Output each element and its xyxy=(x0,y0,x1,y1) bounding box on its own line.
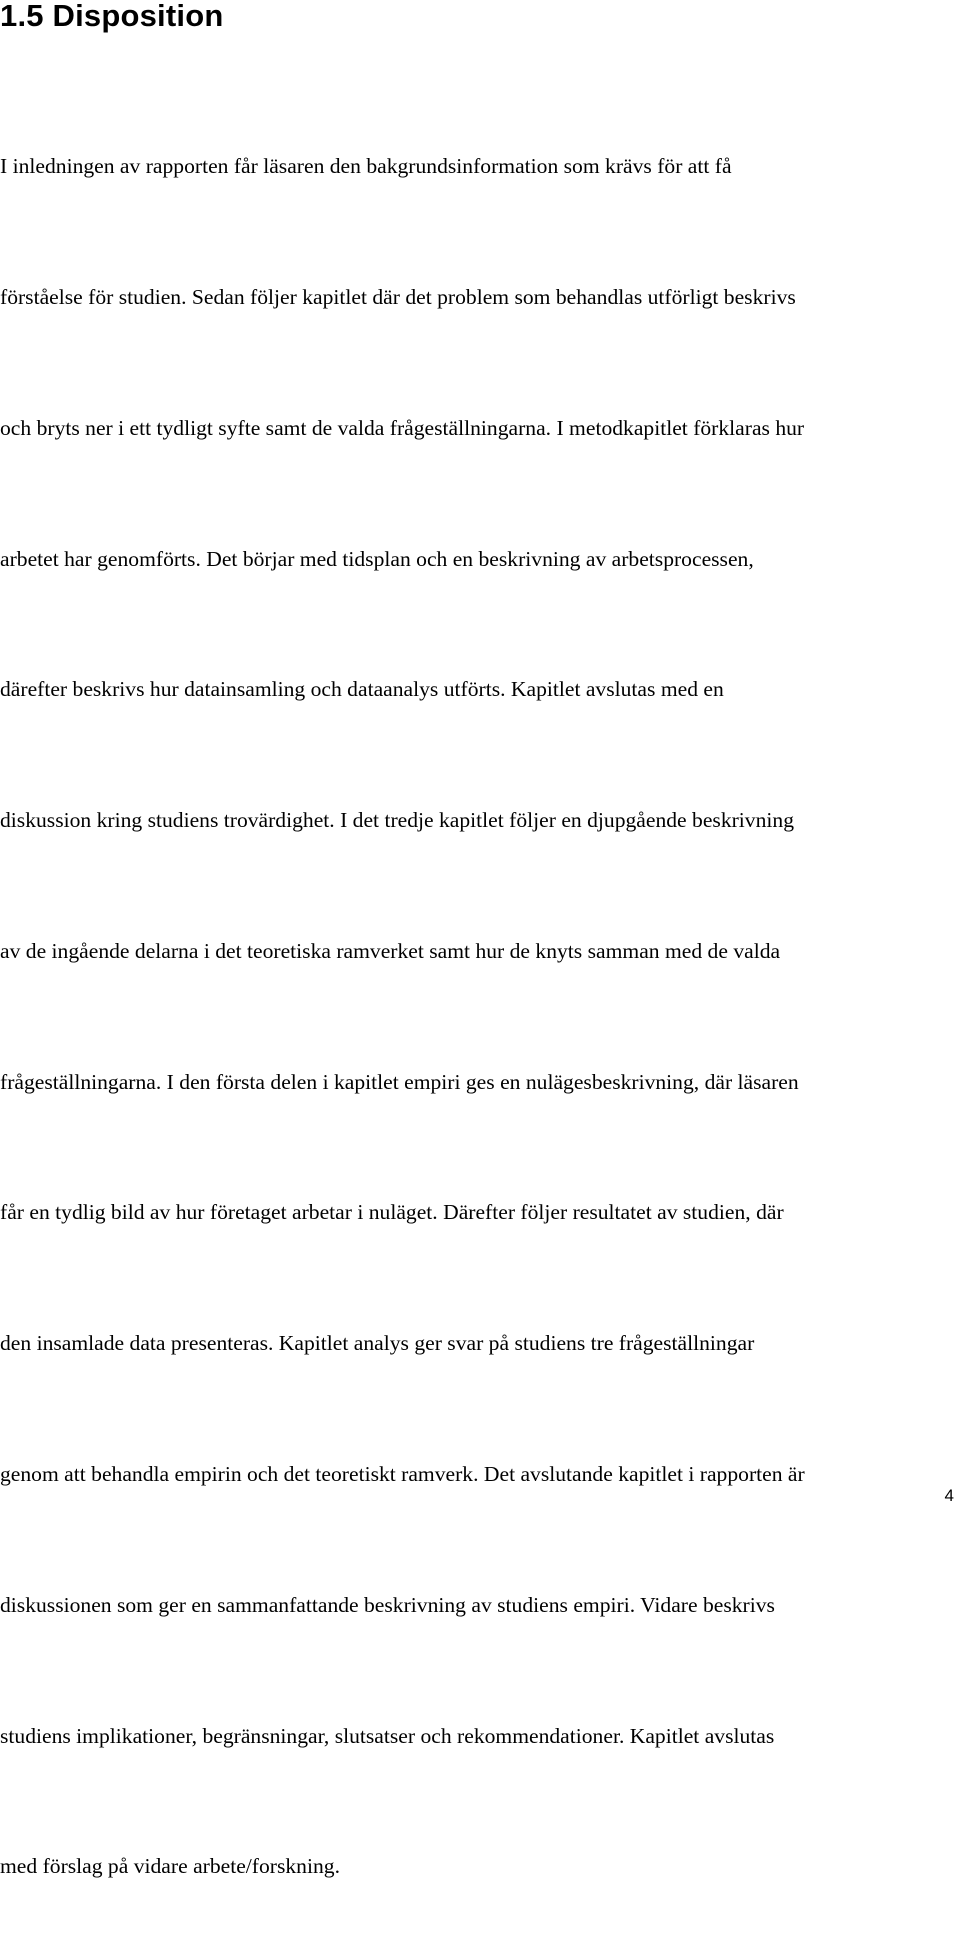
paragraph-line: och bryts ner i ett tydligt syfte samt de valda frågeställningarna. I metodkapitlet förklaras hur xyxy=(0,415,805,440)
paragraph-line: diskussionen som ger en sammanfattande beskrivning av studiens empiri. Vidare beskrivs xyxy=(0,1592,775,1617)
paragraph-line: får en tydlig bild av hur företaget arbetar i nuläget. Därefter följer resultatet av studien, där xyxy=(0,1200,784,1225)
paragraph-line: med förslag på vidare arbete/forskning. xyxy=(0,1854,340,1879)
paragraph-line: genom att behandla empirin och det teoretiskt ramverk. Det avslutande kapitlet i rapporten är xyxy=(0,1462,805,1486)
section-heading: 1.5 Disposition xyxy=(0,0,224,33)
paragraph-line: arbetet har genomförts. Det börjar med tidsplan och en beskrivning av arbetsprocessen, xyxy=(0,546,754,571)
paragraph-line: den insamlade data presenteras. Kapitlet analys ger svar på studiens tre frågeställningar xyxy=(0,1331,755,1356)
body-paragraph xyxy=(0,58,960,1933)
paragraph-line: diskussion kring studiens trovärdighet. I det tredje kapitlet följer en djupgående beskrivning xyxy=(0,808,794,833)
paragraph-line: I inledningen av rapporten får läsaren den bakgrundsinformation som krävs för att få xyxy=(0,154,732,179)
paragraph-line: frågeställningarna. I den första delen i kapitlet empiri ges en nulägesbeskrivning, där läsaren xyxy=(0,1069,799,1094)
page-number: 4 xyxy=(944,1486,954,1505)
paragraph-line: av de ingående delarna i det teoretiska ramverket samt hur de knyts samman med de valda xyxy=(0,938,781,963)
paragraph-line: därefter beskrivs hur datainsamling och dataanalys utförts. Kapitlet avslutas med en xyxy=(0,677,724,702)
paragraph-line: förståelse för studien. Sedan följer kapitlet där det problem som behandlas utförligt beskrivs xyxy=(0,284,796,309)
paragraph-line: studiens implikationer, begränsningar, slutsatser och rekommendationer. Kapitlet avslutas xyxy=(0,1723,775,1748)
